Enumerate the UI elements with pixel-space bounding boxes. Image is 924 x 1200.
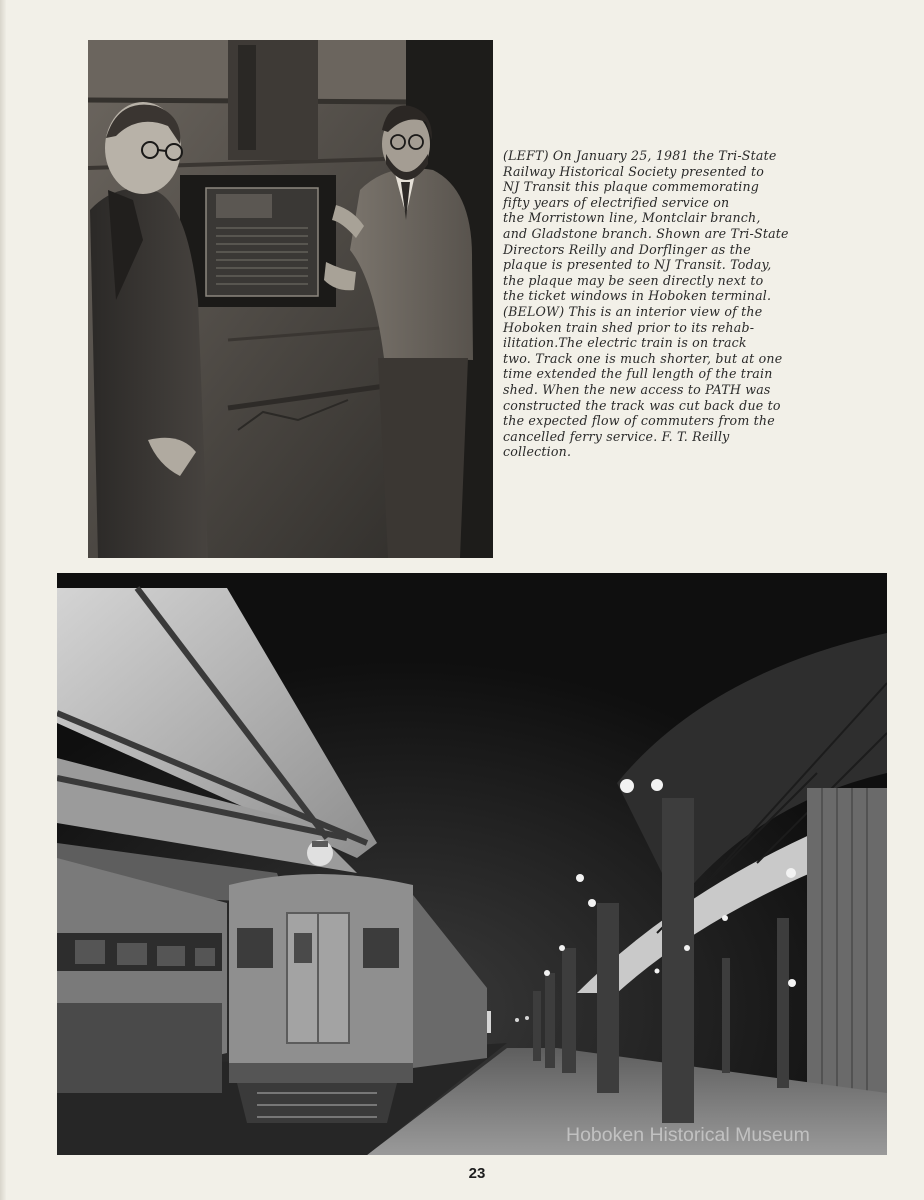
caption-line: the Morristown line, Montclair branch,	[503, 210, 761, 226]
caption-line: NJ Transit this plaque commemorating	[503, 179, 760, 195]
caption-line: constructed the track was cut back due to	[503, 397, 781, 413]
caption-line: the ticket windows in Hoboken terminal.	[503, 288, 772, 304]
caption-line: time extended the full length of the train	[503, 366, 773, 382]
caption-line: and Gladstone branch. Shown are Tri-State	[503, 225, 789, 241]
train-shed-photo	[57, 573, 887, 1155]
caption-line: fifty years of electrified service on	[503, 194, 730, 210]
caption-line: cancelled ferry service. F. T. Reilly	[503, 428, 730, 444]
caption-line: plaque is presented to NJ Transit. Today,	[503, 257, 772, 273]
caption-line: (LEFT) On January 25, 1981 the Tri-State	[503, 148, 777, 163]
caption-line: ilitation.The electric train is on track	[503, 335, 747, 351]
caption-line: Railway Historical Society presented to	[503, 163, 765, 179]
plaque-presentation-photo	[88, 40, 493, 558]
photo-caption	[503, 148, 843, 460]
watermark: Hoboken Historical Museum	[566, 1124, 810, 1146]
caption-line: two. Track one is much shorter, but at one	[503, 350, 783, 366]
caption-line: the plaque may be seen directly next to	[503, 272, 764, 288]
caption-line: Hoboken train shed prior to its rehab-	[503, 319, 755, 335]
caption-line: (BELOW) This is an interior view of the	[503, 303, 763, 319]
caption-line: Directors Reilly and Dorflinger as the	[503, 241, 751, 257]
caption-line: collection.	[503, 444, 572, 460]
caption-line: the expected flow of commuters from the	[503, 413, 775, 429]
page-edge	[0, 0, 6, 1200]
page-number: 23	[468, 1165, 486, 1182]
caption-line: shed. When the new access to PATH was	[503, 381, 771, 397]
